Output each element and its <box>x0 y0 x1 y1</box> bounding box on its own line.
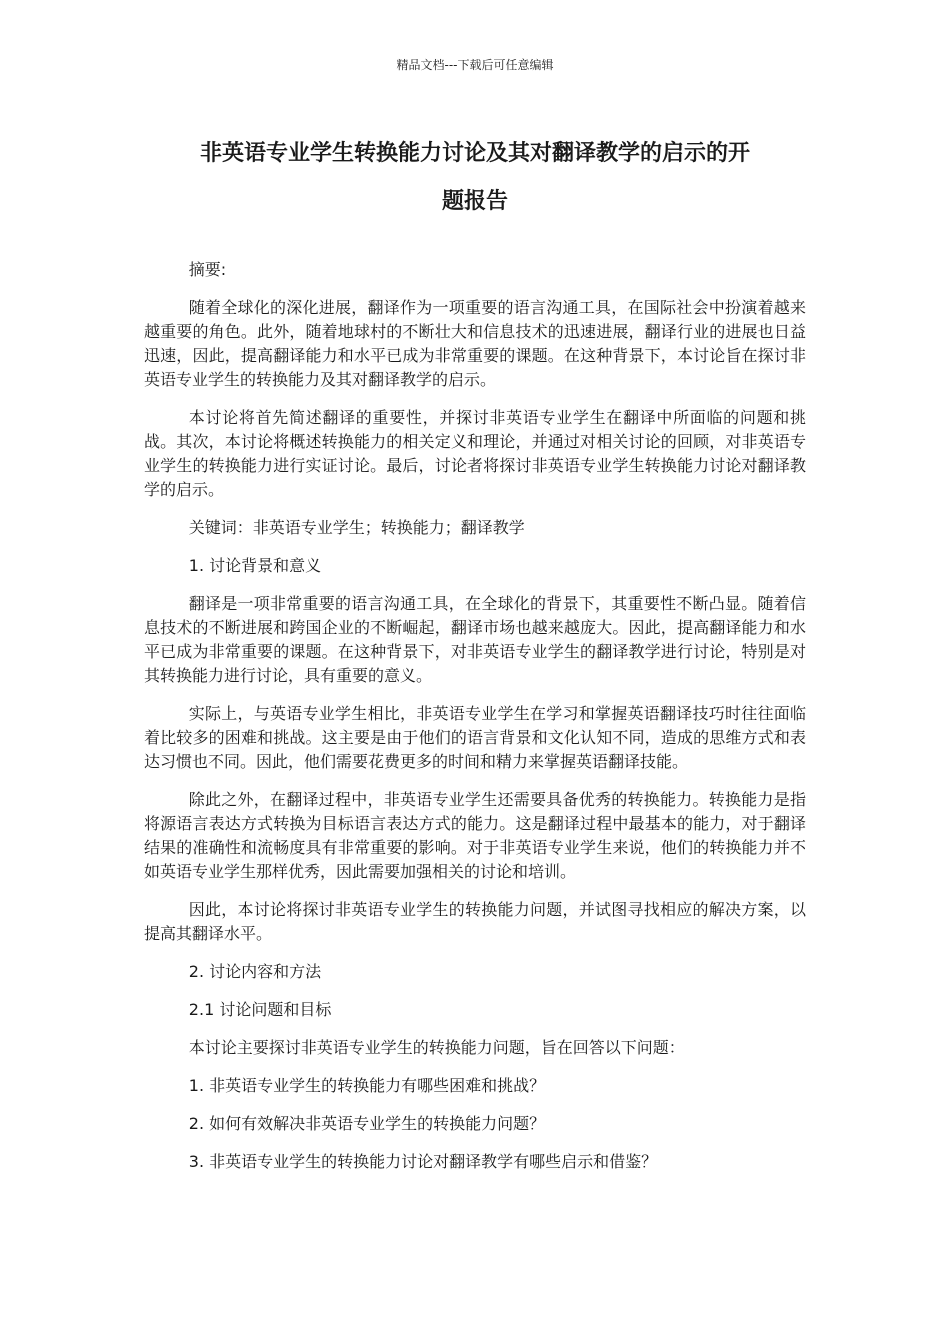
abstract-label: 摘要: <box>188 260 227 279</box>
title-line-1: 非英语专业学生转换能力讨论及其对翻译教学的启示的开 <box>199 141 750 166</box>
section-heading: 1. 讨论背景和意义 <box>188 556 322 575</box>
abstract-paragraph: 随着全球化的深化进展，翻译作为一项重要的语言沟通工具，在国际社会中扮演着越来越重要的角色。此外，随着地球村的不断壮大和信息技术的迅速进展，翻译行业的进展也日益迅速，因此，提高翻译能力和水平已成为非常重要的课题。在这种背景下，本讨论旨在探讨非英语专业学生的转换能力及其对翻译教学的启示。 <box>144 298 806 389</box>
abstract-paragraph: 本讨论将首先简述翻译的重要性，并探讨非英语专业学生在翻译中所面临的问题和挑战。其次，本讨论将概述转换能力的相关定义和理论，并通过对相关讨论的回顾，对非英语专业学生的转换能力进行实证讨论。最后，讨论者将探讨非英语专业学生转换能力讨论对翻译教学的启示。 <box>144 408 806 499</box>
body-paragraph: 除此之外，在翻译过程中，非英语专业学生还需要具备优秀的转换能力。转换能力是指将源语言表达方式转换为目标语言表达方式的能力。这是翻译过程中最基本的能力，对于翻译结果的准确性和流畅度具有非常重要的影响。对于非英语专业学生来说，他们的转换能力并不如英语专业学生那样优秀，因此需要加强相关的讨论和培训。 <box>144 790 806 881</box>
page-header: 精品文档---下载后可任意编辑 <box>396 58 554 72</box>
subsection-heading: 2.1 讨论问题和目标 <box>188 1000 332 1019</box>
question-item: 2. 如何有效解决非英语专业学生的转换能力问题？ <box>188 1114 546 1133</box>
section-heading: 2. 讨论内容和方法 <box>188 962 322 981</box>
document-title <box>140 130 810 226</box>
title-line-2: 题报告 <box>441 189 508 214</box>
body-paragraph: 翻译是一项非常重要的语言沟通工具，在全球化的背景下，其重要性不断凸显。随着信息技术的不断进展和跨国企业的不断崛起，翻译市场也越来越庞大。因此，提高翻译能力和水平已成为非常重要的课题。在这种背景下，对非英语专业学生的翻译教学进行讨论，特别是对其转换能力进行讨论，具有重要的意义。 <box>144 594 806 685</box>
body-paragraph: 实际上，与英语专业学生相比，非英语专业学生在学习和掌握英语翻译技巧时往往面临着比较多的困难和挑战。这主要是由于他们的语言背景和文化认知不同，造成的思维方式和表达习惯也不同。因此，他们需要花费更多的时间和精力来掌握英语翻译技能。 <box>144 704 806 771</box>
keywords: 关键词：非英语专业学生；转换能力；翻译教学 <box>188 518 525 537</box>
body-paragraph: 本讨论主要探讨非英语专业学生的转换能力问题，旨在回答以下问题： <box>188 1038 685 1057</box>
body-paragraph: 因此，本讨论将探讨非英语专业学生的转换能力问题，并试图寻找相应的解决方案，以提高其翻译水平。 <box>144 900 806 943</box>
question-item: 1. 非英语专业学生的转换能力有哪些困难和挑战？ <box>188 1076 546 1095</box>
question-item: 3. 非英语专业学生的转换能力讨论对翻译教学有哪些启示和借鉴？ <box>188 1152 658 1171</box>
document-body <box>144 258 806 1174</box>
